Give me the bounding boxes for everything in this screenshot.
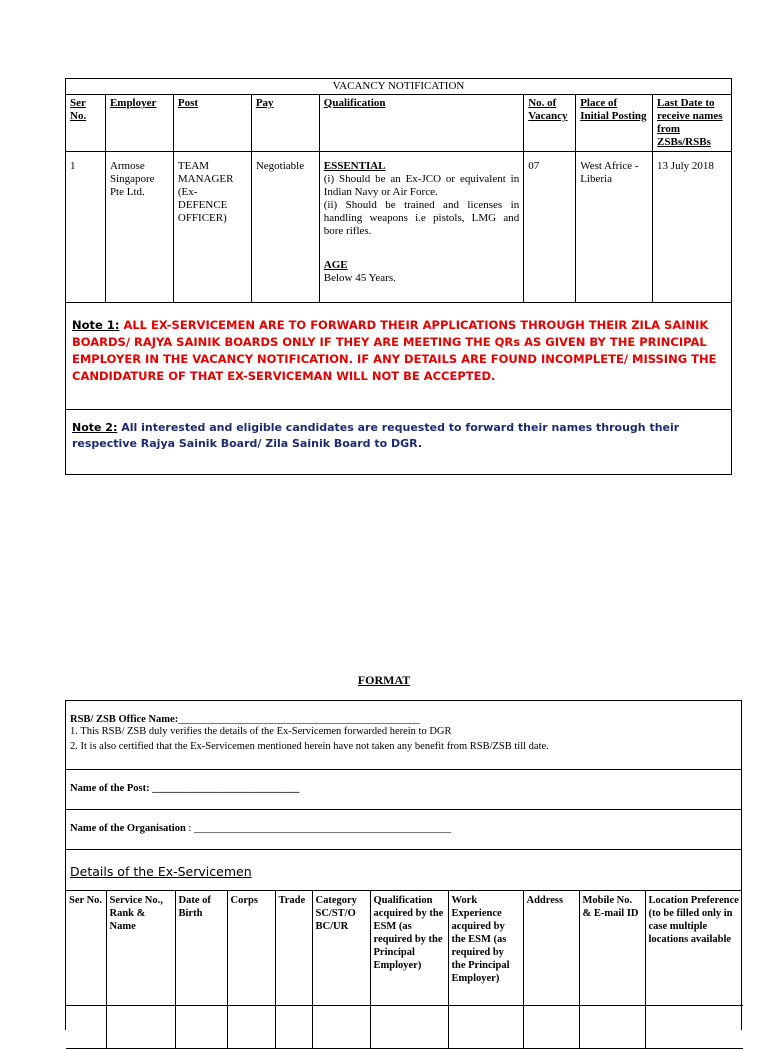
empty-cell bbox=[106, 1006, 175, 1049]
empty-cell bbox=[370, 1006, 448, 1049]
post-name-blank: ____________________________ bbox=[149, 783, 300, 794]
office-name-line bbox=[70, 714, 420, 726]
cell-pay: Negotiable bbox=[251, 152, 319, 303]
vacancy-header-row bbox=[66, 95, 732, 152]
cell-post: TEAM MANAGER (Ex-DEFENCE OFFICER) bbox=[173, 152, 251, 303]
empty-cell bbox=[66, 1006, 106, 1049]
age-value: Below 45 Years. bbox=[323, 272, 396, 284]
divider bbox=[66, 769, 741, 770]
cell-ser: 1 bbox=[66, 152, 106, 303]
org-name-line bbox=[70, 823, 451, 835]
office-name-blank: ______________________________________________ bbox=[178, 714, 420, 725]
header-post: Post bbox=[173, 95, 251, 152]
empty-cell bbox=[227, 1006, 275, 1049]
verify-line-2: 2. It is also certified that the Ex-Servicemen mentioned herein have not taken any benefit from RSB/ZSB till date. bbox=[70, 741, 549, 752]
cell-qualification bbox=[319, 152, 523, 303]
format-title: FORMAT bbox=[357, 673, 411, 687]
divider bbox=[66, 809, 741, 810]
col-dob: Date of Birth bbox=[175, 891, 227, 1006]
empty-cell bbox=[579, 1006, 645, 1049]
header-vacancy: No. of Vacancy bbox=[524, 95, 576, 152]
header-employer: Employer bbox=[105, 95, 173, 152]
col-mobile: Mobile No. & E-mail ID bbox=[579, 891, 645, 1006]
note-1-label: Note 1: bbox=[72, 318, 120, 332]
col-address: Address bbox=[523, 891, 579, 1006]
verify-line-1: 1. This RSB/ ZSB duly verifies the details of the Ex-Servicemen forwarded herein to DGR bbox=[70, 726, 452, 737]
cell-last-date: 13 July 2018 bbox=[653, 152, 732, 303]
empty-cell bbox=[448, 1006, 523, 1049]
header-last-date: Last Date to receive names from ZSBs/RSBs bbox=[653, 95, 732, 152]
header-place: Place of Initial Posting bbox=[576, 95, 653, 152]
empty-cell bbox=[275, 1006, 312, 1049]
office-name-label: RSB/ ZSB Office Name: bbox=[70, 714, 179, 725]
col-location-preference: Location Preference (to be filled only in case multiple locations available bbox=[645, 891, 743, 1006]
cell-employer: Armose Singapore Pte Ltd. bbox=[105, 152, 173, 303]
empty-cell bbox=[523, 1006, 579, 1049]
details-title: Details of the Ex-Servicemen bbox=[70, 864, 252, 879]
cell-vacancies: 07 bbox=[524, 152, 576, 303]
col-trade: Trade bbox=[275, 891, 312, 1006]
post-name-line bbox=[70, 783, 299, 795]
empty-cell bbox=[175, 1006, 227, 1049]
divider bbox=[66, 849, 741, 850]
essential-item-2: (ii) Should be trained and licenses in handling weapons i.e pistols, LMG and bore rifles. bbox=[323, 199, 520, 237]
note-1-text: ALL EX-SERVICEMEN ARE TO FORWARD THEIR APPLICATIONS THROUGH THEIR ZILA SAINIK BOARDS/ RAJYA SAINIK BOARDS ONLY IF THEY ARE MEETING THE QRs AS GIVEN BY THE PRINCIPAL EMPLOYER IN THE VACANCY NOTIFICATION. IF ANY DETAILS ARE FOUND INCOMPLETE/ MISSING THE CANDIDATURE OF THAT EX-SERVICEMAN WILL NOT BE ACCEPTED. bbox=[72, 318, 717, 383]
note-2-label: Note 2: bbox=[72, 421, 118, 434]
col-service-no: Service No., Rank & Name bbox=[106, 891, 175, 1006]
empty-cell bbox=[312, 1006, 370, 1049]
org-name-blank: : _________________________________________________ bbox=[185, 823, 452, 834]
table-row bbox=[66, 1006, 743, 1049]
col-work-experience: Work Experience acquired by the ESM (as required by the Principal Employer) bbox=[448, 891, 523, 1006]
vacancy-title: VACANCY NOTIFICATION bbox=[66, 79, 732, 95]
vacancy-notification-table bbox=[65, 78, 732, 475]
cell-place: West Africe - Liberia bbox=[576, 152, 653, 303]
essential-label: ESSENTIAL bbox=[323, 160, 386, 172]
format-box bbox=[65, 700, 742, 1030]
header-qualification: Qualification bbox=[319, 95, 523, 152]
esm-header-row bbox=[66, 891, 743, 1006]
ex-servicemen-table bbox=[66, 891, 743, 1049]
essential-item-1: (i) Should be an Ex-JCO or equivalent in Indian Navy or Air Force. bbox=[323, 173, 520, 198]
org-name-label: Name of the Organisation bbox=[70, 823, 186, 834]
header-pay: Pay bbox=[251, 95, 319, 152]
col-qualification: Qualification acquired by the ESM (as required by the Principal Employer) bbox=[370, 891, 448, 1006]
age-label: AGE bbox=[323, 259, 348, 271]
post-name-label: Name of the Post: bbox=[70, 783, 150, 794]
col-ser-no: Ser No. bbox=[66, 891, 106, 1006]
empty-cell bbox=[645, 1006, 743, 1049]
vacancy-row bbox=[66, 152, 732, 303]
header-ser-no: Ser No. bbox=[66, 95, 106, 152]
note-2 bbox=[66, 410, 732, 475]
col-corps: Corps bbox=[227, 891, 275, 1006]
note-2-text: All interested and eligible candidates are requested to forward their names through their respective Rajya Sainik Board/ Zila Sainik Board to DGR. bbox=[72, 421, 680, 450]
col-category: Category SC/ST/O BC/UR bbox=[312, 891, 370, 1006]
note-1 bbox=[66, 303, 732, 410]
